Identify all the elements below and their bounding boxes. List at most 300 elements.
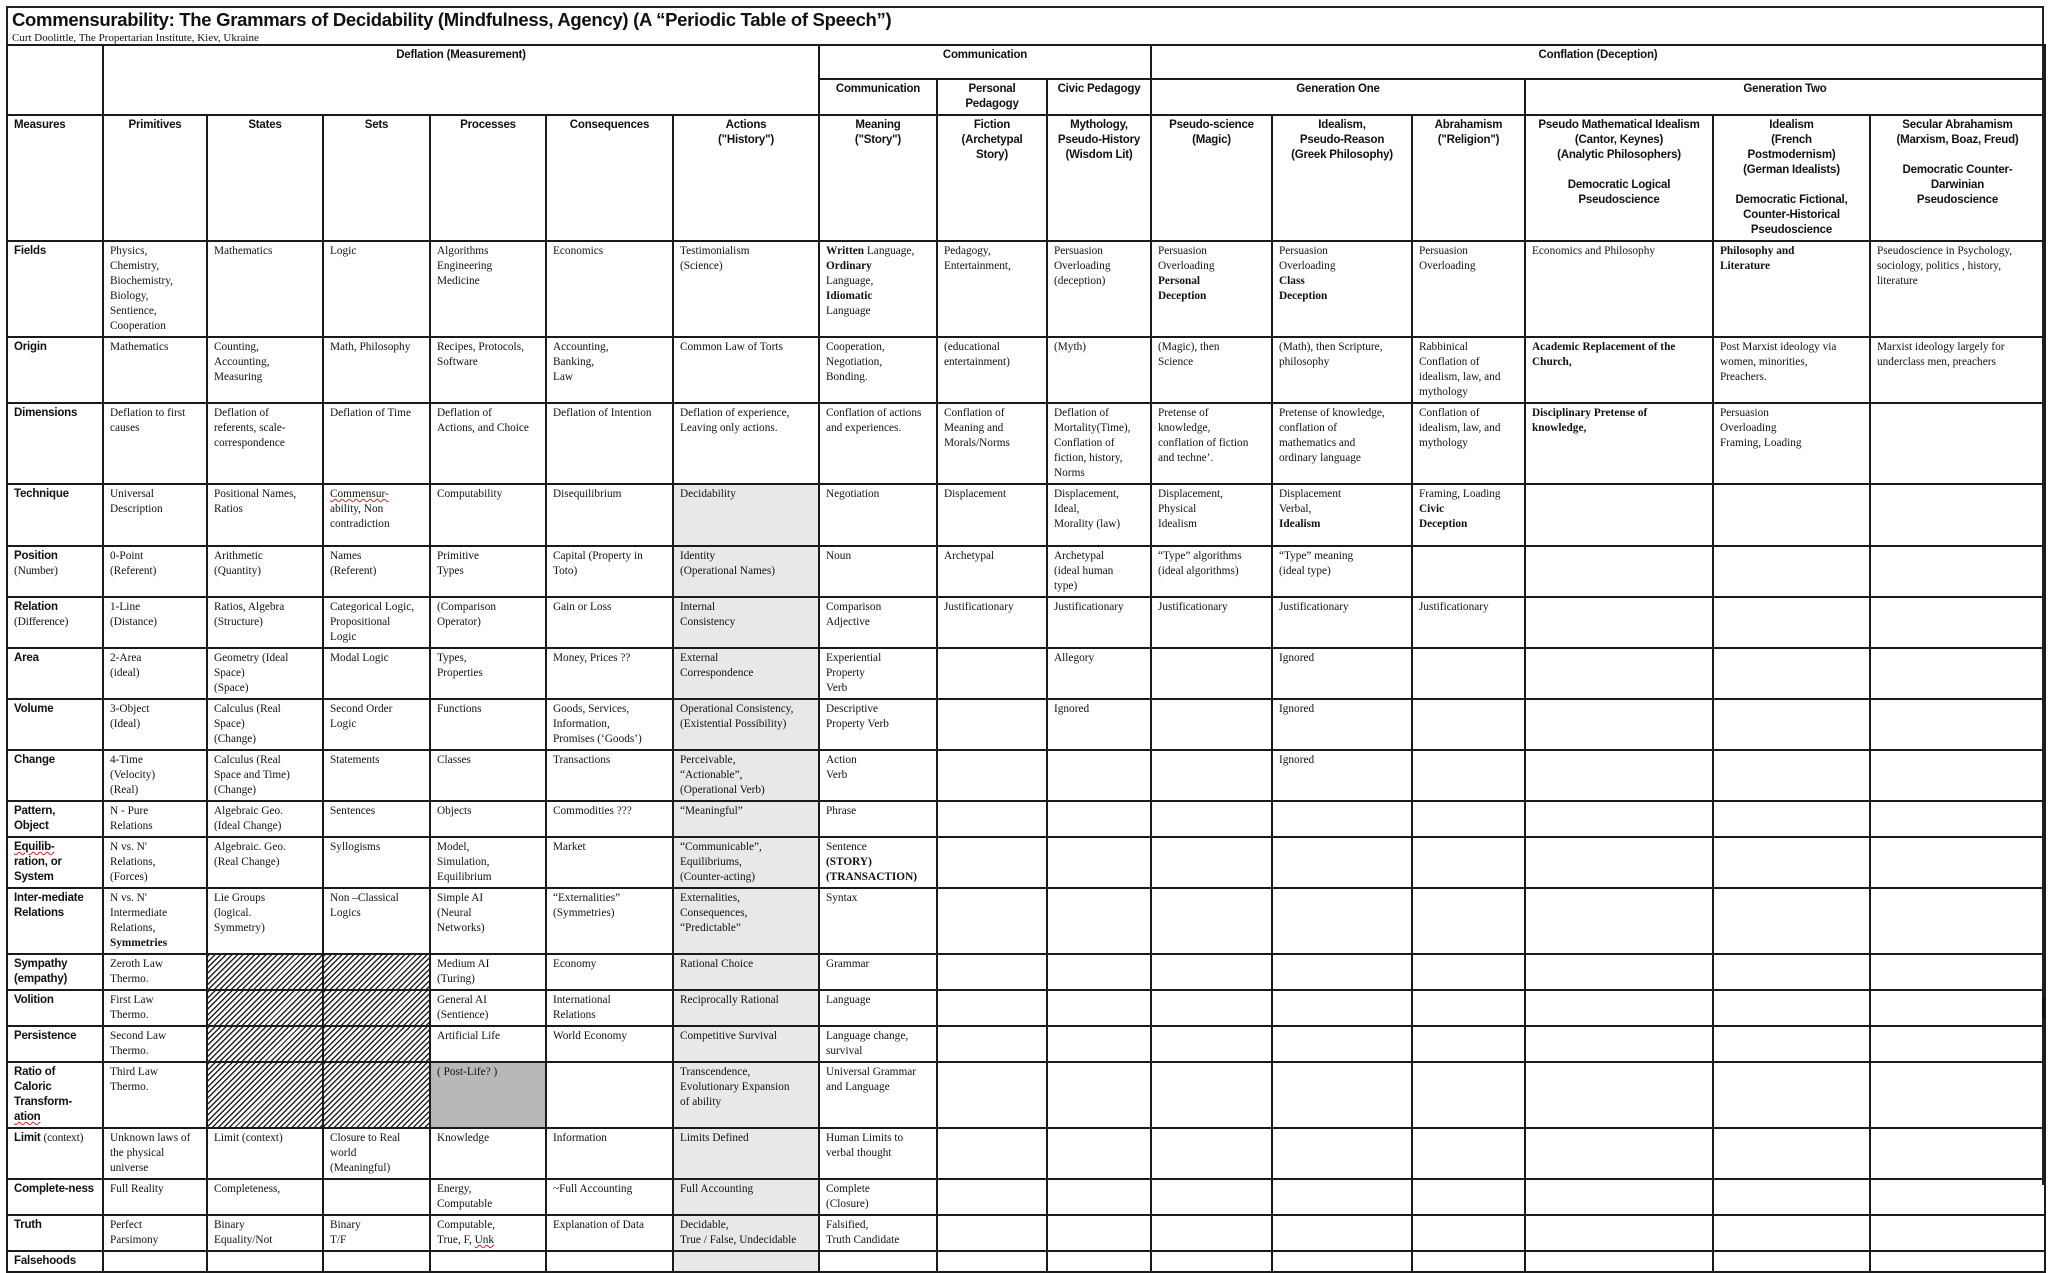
table-cell: 4-Time (Velocity) (Real): [103, 750, 207, 801]
table-cell: ~Full Accounting: [546, 1179, 673, 1215]
table-row-area: [7, 648, 2045, 699]
table-cell: [673, 1251, 819, 1272]
table-cell: [937, 990, 1047, 1026]
table-cell: [1870, 648, 2045, 699]
table-cell: Accounting, Banking, Law: [546, 337, 673, 403]
table-cell: Mathematics: [207, 241, 323, 337]
table-cell: “Communicable”, Equilibriums, (Counter-acting): [673, 837, 819, 888]
column-header-mythology: [1047, 115, 1151, 241]
table-cell: [1713, 990, 1870, 1026]
table-cell: Computability: [430, 484, 546, 546]
table-cell: [1412, 888, 1525, 954]
table-cell: [1525, 1128, 1713, 1179]
table-cell: Ratios, Algebra (Structure): [207, 597, 323, 648]
table-row-falsehoods: [7, 1251, 2045, 1272]
table-cell: Zeroth Law Thermo.: [103, 954, 207, 990]
table-cell: [1151, 699, 1272, 750]
table-cell: Deflation of Actions, and Choice: [430, 403, 546, 484]
table-row-dimensions: [7, 403, 2045, 484]
table-cell: Deflation to first causes: [103, 403, 207, 484]
table-cell: Names (Referent): [323, 546, 430, 597]
table-cell: [1151, 837, 1272, 888]
column-header-line: Mythology,: [1070, 119, 1128, 131]
table-cell: Complete (Closure): [819, 1179, 937, 1215]
table-cell: Economics: [546, 241, 673, 337]
column-header-line: (Magic): [1192, 134, 1231, 146]
table-cell: International Relations: [546, 990, 673, 1026]
table-cell: [1047, 1215, 1151, 1251]
table-cell: [819, 1251, 937, 1272]
table-cell: Categorical Logic, Propositional Logic: [323, 597, 430, 648]
table-cell: Pretense of knowledge, conflation of mathematics and ordinary language: [1272, 403, 1412, 484]
table-row-origin: [7, 337, 2045, 403]
table-cell: Transcendence, Evolutionary Expansion of ability: [673, 1062, 819, 1128]
column-header-fiction: [937, 115, 1047, 241]
column-header-measures: [7, 115, 103, 241]
table-cell: [937, 954, 1047, 990]
table-cell: Capital (Property in Toto): [546, 546, 673, 597]
table-cell: [1412, 990, 1525, 1026]
table-cell: [1713, 1026, 1870, 1062]
column-header-line: Fiction: [973, 119, 1011, 131]
table-cell: Logic: [323, 241, 430, 337]
table-cell: [1713, 801, 1870, 837]
table-cell: [1525, 801, 1713, 837]
column-header-line: (German Idealists): [1743, 164, 1840, 176]
table-cell: 3-Object (Ideal): [103, 699, 207, 750]
table-cell: Framing, Loading Civic Deception: [1412, 484, 1525, 546]
table-cell: Displacement Verbal, Idealism: [1272, 484, 1412, 546]
table-cell: Full Accounting: [673, 1179, 819, 1215]
row-label: Pattern, Object: [7, 801, 103, 837]
table-cell: Comparison Adjective: [819, 597, 937, 648]
table-cell: [1151, 990, 1272, 1026]
column-header-idealism: [1272, 115, 1412, 241]
table-cell: [1525, 546, 1713, 597]
table-cell: [1151, 750, 1272, 801]
table-cell: [1151, 648, 1272, 699]
table-cell: Identity (Operational Names): [673, 546, 819, 597]
table-cell: Calculus (Real Space) (Change): [207, 699, 323, 750]
table-cell: Externalities, Consequences, “Predictable”: [673, 888, 819, 954]
table-cell: Persuasion Overloading Framing, Loading: [1713, 403, 1870, 484]
table-cell: [1713, 837, 1870, 888]
table-cell: Primitive Types: [430, 546, 546, 597]
table-cell: [1870, 597, 2045, 648]
table-cell: [1525, 1026, 1713, 1062]
table-cell: [1272, 1062, 1412, 1128]
table-cell: [323, 1179, 430, 1215]
column-header-line: Pseudoscience: [1578, 194, 1660, 206]
table-cell: [323, 1251, 430, 1272]
table-cell: Universal Grammar and Language: [819, 1062, 937, 1128]
table-cell: [1272, 1251, 1412, 1272]
table-cell: Disciplinary Pretense of knowledge,: [1525, 403, 1713, 484]
table-row-technique: [7, 484, 2045, 546]
table-cell: Math, Philosophy: [323, 337, 430, 403]
table-cell: “Meaningful”: [673, 801, 819, 837]
table-cell: Justificationary: [937, 597, 1047, 648]
table-cell: [937, 1062, 1047, 1128]
table-cell: General AI (Sentience): [430, 990, 546, 1026]
column-header-line: Story): [975, 149, 1009, 161]
table-cell: Reciprocally Rational: [673, 990, 819, 1026]
table-cell: Philosophy and Literature: [1713, 241, 1870, 337]
hatched-cell: [323, 1062, 430, 1128]
column-header-line: Idealism,: [1318, 119, 1366, 131]
row-label: Complete-ness: [7, 1179, 103, 1215]
table-cell: [1870, 1215, 2045, 1251]
column-header-line: ("History"): [718, 134, 774, 146]
table-cell: [1870, 1026, 2045, 1062]
row-label: Equilib- ration, or System: [7, 837, 103, 888]
table-cell: [1525, 837, 1713, 888]
table-row-volume: [7, 699, 2045, 750]
column-header-line: Democratic Logical: [1567, 179, 1671, 191]
table-cell: [937, 1026, 1047, 1062]
table-cell: Deflation of experience, Leaving only actions.: [673, 403, 819, 484]
table-row-limit: [7, 1128, 2045, 1179]
table-row-persistence: [7, 1026, 2045, 1062]
table-cell: N vs. N' Relations, (Forces): [103, 837, 207, 888]
row-label: Sympathy (empathy): [7, 954, 103, 990]
column-header-line: Pseudoscience: [1750, 224, 1833, 236]
table-cell: [1412, 837, 1525, 888]
table-cell: Disequilibrium: [546, 484, 673, 546]
hatched-cell: [323, 990, 430, 1026]
table-cell: Rabbinical Conflation of idealism, law, and mythology: [1412, 337, 1525, 403]
column-header-secular-abrahamism: [1870, 115, 2045, 241]
column-header-line: ("Religion"): [1437, 134, 1500, 146]
table-cell: [937, 1179, 1047, 1215]
table-cell: Universal Description: [103, 484, 207, 546]
table-cell: Unknown laws of the physical universe: [103, 1128, 207, 1179]
table-cell: Conflation of actions and experiences.: [819, 403, 937, 484]
table-row-ratio-of-caloric-transform-ation: [7, 1062, 2045, 1128]
table-cell: Pretense of knowledge, conflation of fiction and techne’.: [1151, 403, 1272, 484]
table-cell: Second Law Thermo.: [103, 1026, 207, 1062]
table-cell: Justificationary: [1151, 597, 1272, 648]
hatched-cell: [207, 1062, 323, 1128]
table-cell: Deflation of Intention: [546, 403, 673, 484]
table-cell: [1525, 597, 1713, 648]
table-cell: [1047, 1179, 1151, 1215]
column-header-states: [207, 115, 323, 241]
table-cell: [1151, 954, 1272, 990]
table-cell: Full Reality: [103, 1179, 207, 1215]
column-header-line: (Wisdom Lit): [1065, 149, 1133, 161]
table-cell: Economy: [546, 954, 673, 990]
table-cell: (educational entertainment): [937, 337, 1047, 403]
row-label: Limit (context): [7, 1128, 103, 1179]
table-cell: Justificationary: [1412, 597, 1525, 648]
column-header-line: Pseudo Mathematical Idealism: [1538, 119, 1700, 131]
table-cell: [1412, 546, 1525, 597]
table-cell: Language: [819, 990, 937, 1026]
table-cell: Justificationary: [1272, 597, 1412, 648]
column-header-line: Pseudo-History: [1057, 134, 1141, 146]
table-cell: [1047, 1128, 1151, 1179]
group-conflation: Conflation (Deception): [1151, 45, 2045, 79]
table-cell: [1272, 1215, 1412, 1251]
table-cell: [1047, 954, 1151, 990]
table-cell: Calculus (Real Space and Time) (Change): [207, 750, 323, 801]
table-cell: [1272, 1179, 1412, 1215]
column-header-line: Actions: [725, 119, 767, 131]
table-cell: Counting, Accounting, Measuring: [207, 337, 323, 403]
table-cell: Cooperation, Negotiation, Bonding.: [819, 337, 937, 403]
table-cell: Testimonialism (Science): [673, 241, 819, 337]
table-cell: [1713, 597, 1870, 648]
table-cell: Displacement, Ideal, Morality (law): [1047, 484, 1151, 546]
column-header-sets: [323, 115, 430, 241]
table-cell: [1870, 1251, 2045, 1272]
table-cell: Grammar: [819, 954, 937, 990]
table-cell: [1412, 648, 1525, 699]
table-cell: Negotiation: [819, 484, 937, 546]
document-subtitle: Curt Doolittle, The Propertarian Institute, Kiev, Ukraine: [12, 32, 259, 44]
column-header-line: Consequences: [569, 119, 650, 131]
table-cell: Functions: [430, 699, 546, 750]
table-cell: [1151, 888, 1272, 954]
table-cell: [937, 801, 1047, 837]
corner-cell: [7, 45, 103, 115]
table-cell: [1870, 1179, 2045, 1215]
table-cell: Algorithms Engineering Medicine: [430, 241, 546, 337]
hatched-cell: [207, 1026, 323, 1062]
table-cell: [1412, 1179, 1525, 1215]
table-cell: Rational Choice: [673, 954, 819, 990]
table-cell: [1272, 1026, 1412, 1062]
table-cell: [937, 699, 1047, 750]
row-label: Position (Number): [7, 546, 103, 597]
table-cell: Operational Consistency, (Existential Possibility): [673, 699, 819, 750]
column-header-actions: [673, 115, 819, 241]
table-cell: Completeness,: [207, 1179, 323, 1215]
table-cell: [1525, 648, 1713, 699]
table-cell: [1525, 699, 1713, 750]
table-cell: [1151, 1128, 1272, 1179]
table-cell: [1047, 888, 1151, 954]
table-cell: Types, Properties: [430, 648, 546, 699]
table-cell: [1525, 990, 1713, 1026]
table-cell: Closure to Real world (Meaningful): [323, 1128, 430, 1179]
table-row-fields: [7, 241, 2045, 337]
subgroup-personal-pedagogy: Personal Pedagogy: [937, 79, 1047, 115]
table-cell: [1713, 1062, 1870, 1128]
table-cell: Explanation of Data: [546, 1215, 673, 1251]
table-cell: Geometry (Ideal Space) (Space): [207, 648, 323, 699]
row-label: Inter-mediate Relations: [7, 888, 103, 954]
table-cell: Persuasion Overloading: [1412, 241, 1525, 337]
table-cell: [1713, 699, 1870, 750]
table-row-complete-ness: [7, 1179, 2045, 1215]
table-cell: [1870, 990, 2045, 1026]
row-label: Fields: [7, 241, 103, 337]
table-cell: Decidability: [673, 484, 819, 546]
table-cell: [1151, 801, 1272, 837]
table-cell: Binary T/F: [323, 1215, 430, 1251]
table-cell: Ignored: [1272, 648, 1412, 699]
table-cell: (Comparison Operator): [430, 597, 546, 648]
table-cell: [1272, 1128, 1412, 1179]
row-label: Origin: [7, 337, 103, 403]
table-cell: [937, 837, 1047, 888]
column-header-line: Darwinian: [1930, 179, 1985, 191]
table-row-equilib-ration-or-system: [7, 837, 2045, 888]
table-cell: Money, Prices ??: [546, 648, 673, 699]
table-cell: [1412, 699, 1525, 750]
table-cell: Simple AI (Neural Networks): [430, 888, 546, 954]
table-cell: [1525, 1251, 1713, 1272]
table-cell: Computable, True, F, Unk: [430, 1215, 546, 1251]
table-cell: [1870, 699, 2045, 750]
table-cell: Sentences: [323, 801, 430, 837]
table-cell: Conflation of Meaning and Morals/Norms: [937, 403, 1047, 484]
group-communication: Communication: [819, 45, 1151, 79]
row-label: Ratio of Caloric Transform- ation: [7, 1062, 103, 1128]
table-cell: [1870, 484, 2045, 546]
table-cell: [1412, 1062, 1525, 1128]
table-cell: [1047, 837, 1151, 888]
table-row-inter-mediate-relations: [7, 888, 2045, 954]
table-cell: [937, 648, 1047, 699]
column-header-line: Pseudo-Reason: [1299, 134, 1385, 146]
hatched-cell: [323, 1026, 430, 1062]
table-cell: Academic Replacement of the Church,: [1525, 337, 1713, 403]
table-cell: Allegory: [1047, 648, 1151, 699]
row-label: Persistence: [7, 1026, 103, 1062]
column-header-meaning: [819, 115, 937, 241]
column-header-line: Democratic Counter-: [1902, 164, 2013, 176]
table-cell: Decidable, True / False, Undecidable: [673, 1215, 819, 1251]
table-cell: [1525, 1179, 1713, 1215]
table-cell: [1047, 750, 1151, 801]
table-cell: Positional Names, Ratios: [207, 484, 323, 546]
table-cell: [1713, 484, 1870, 546]
table-cell: Competitive Survival: [673, 1026, 819, 1062]
row-label: Area: [7, 648, 103, 699]
table-cell: [1525, 888, 1713, 954]
table-cell: [1525, 1215, 1713, 1251]
column-header-line: (Marxism, Boaz, Freud): [1896, 134, 2019, 146]
table-cell: Deflation of Time: [323, 403, 430, 484]
table-cell: [1870, 750, 2045, 801]
title-block: [12, 9, 891, 44]
column-header-idealism: [1713, 115, 1870, 241]
table-cell: Noun: [819, 546, 937, 597]
column-header-line: Pseudo-science: [1169, 119, 1254, 131]
table-cell: [1272, 954, 1412, 990]
table-cell: Algebraic Geo. (Ideal Change): [207, 801, 323, 837]
table-row-change: [7, 750, 2045, 801]
table-cell: “Externalities” (Symmetries): [546, 888, 673, 954]
column-header-line: Secular Abrahamism: [1902, 119, 2013, 131]
row-label: Technique: [7, 484, 103, 546]
row-label: Volume: [7, 699, 103, 750]
table-cell: 1-Line (Distance): [103, 597, 207, 648]
table-cell: [207, 1251, 323, 1272]
table-cell: [1870, 801, 2045, 837]
table-cell: Language change, survival: [819, 1026, 937, 1062]
table-cell: [1713, 1128, 1870, 1179]
table-cell: Statements: [323, 750, 430, 801]
table-cell: Transactions: [546, 750, 673, 801]
table-cell: (Myth): [1047, 337, 1151, 403]
table-cell: Algebraic. Geo. (Real Change): [207, 837, 323, 888]
column-header-line: ("Story"): [854, 134, 902, 146]
row-label: Dimensions: [7, 403, 103, 484]
table-cell: [1412, 1026, 1525, 1062]
document-title: Commensurability: The Grammars of Decidability (Mindfulness, Agency) (A “Periodic Table of Speech”): [12, 9, 892, 30]
table-cell: [1525, 1062, 1713, 1128]
table-cell: [1151, 1062, 1272, 1128]
hatched-cell: [323, 954, 430, 990]
table-cell: Sentence (STORY) (TRANSACTION): [819, 837, 937, 888]
table-cell: Action Verb: [819, 750, 937, 801]
table-cell: Mathematics: [103, 337, 207, 403]
table-cell: [1870, 403, 2045, 484]
table-cell: Ignored: [1047, 699, 1151, 750]
column-header-consequences: [546, 115, 673, 241]
table-cell: [1412, 801, 1525, 837]
table-cell: Syntax: [819, 888, 937, 954]
table-cell: [1412, 1215, 1525, 1251]
table-cell: [1870, 546, 2045, 597]
table-cell: [1151, 1179, 1272, 1215]
table-cell: Market: [546, 837, 673, 888]
table-cell: Descriptive Property Verb: [819, 699, 937, 750]
table-cell: Physics, Chemistry, Biochemistry, Biology, Sentience, Cooperation: [103, 241, 207, 337]
table-cell: [1412, 1128, 1525, 1179]
table-cell: Written Language, Ordinary Language, Idiomatic Language: [819, 241, 937, 337]
table-cell: Pedagogy, Entertainment,: [937, 241, 1047, 337]
table-cell: [937, 1128, 1047, 1179]
table-cell: N vs. N' Intermediate Relations, Symmetries: [103, 888, 207, 954]
table-row-sympathy-empathy: [7, 954, 2045, 990]
table-cell: Model, Simulation, Equilibrium: [430, 837, 546, 888]
table-cell: Modal Logic: [323, 648, 430, 699]
column-header-line: Democratic Fictional,: [1735, 194, 1848, 206]
table-cell: [937, 1251, 1047, 1272]
column-header-line: Postmodernism): [1747, 149, 1836, 161]
table-cell: Ignored: [1272, 750, 1412, 801]
table-cell: “Type” algorithms (ideal algorithms): [1151, 546, 1272, 597]
table-cell: Marxist ideology largely for underclass men, preachers: [1870, 337, 2045, 403]
table-cell: [1047, 990, 1151, 1026]
table-cell: Conflation of idealism, law, and mythology: [1412, 403, 1525, 484]
table-cell: Persuasion Overloading Class Deception: [1272, 241, 1412, 337]
table-cell: [1412, 954, 1525, 990]
table-cell: Archetypal (ideal human type): [1047, 546, 1151, 597]
table-cell: Binary Equality/Not: [207, 1215, 323, 1251]
subgroup-civic-pedagogy: Civic Pedagogy: [1047, 79, 1151, 115]
table-cell: [937, 750, 1047, 801]
table-cell: N - Pure Relations: [103, 801, 207, 837]
table-cell: Persuasion Overloading (deception): [1047, 241, 1151, 337]
subgroup-generation-two: Generation Two: [1525, 79, 2045, 115]
table-cell: [1870, 888, 2045, 954]
table-cell: Objects: [430, 801, 546, 837]
table-cell: [1713, 648, 1870, 699]
table-cell: Energy, Computable: [430, 1179, 546, 1215]
table-cell: Phrase: [819, 801, 937, 837]
table-cell: External Correspondence: [673, 648, 819, 699]
table-cell: Justificationary: [1047, 597, 1151, 648]
periodic-table-of-speech: [6, 44, 2046, 1273]
row-label: Relation (Difference): [7, 597, 103, 648]
column-header-processes: [430, 115, 546, 241]
